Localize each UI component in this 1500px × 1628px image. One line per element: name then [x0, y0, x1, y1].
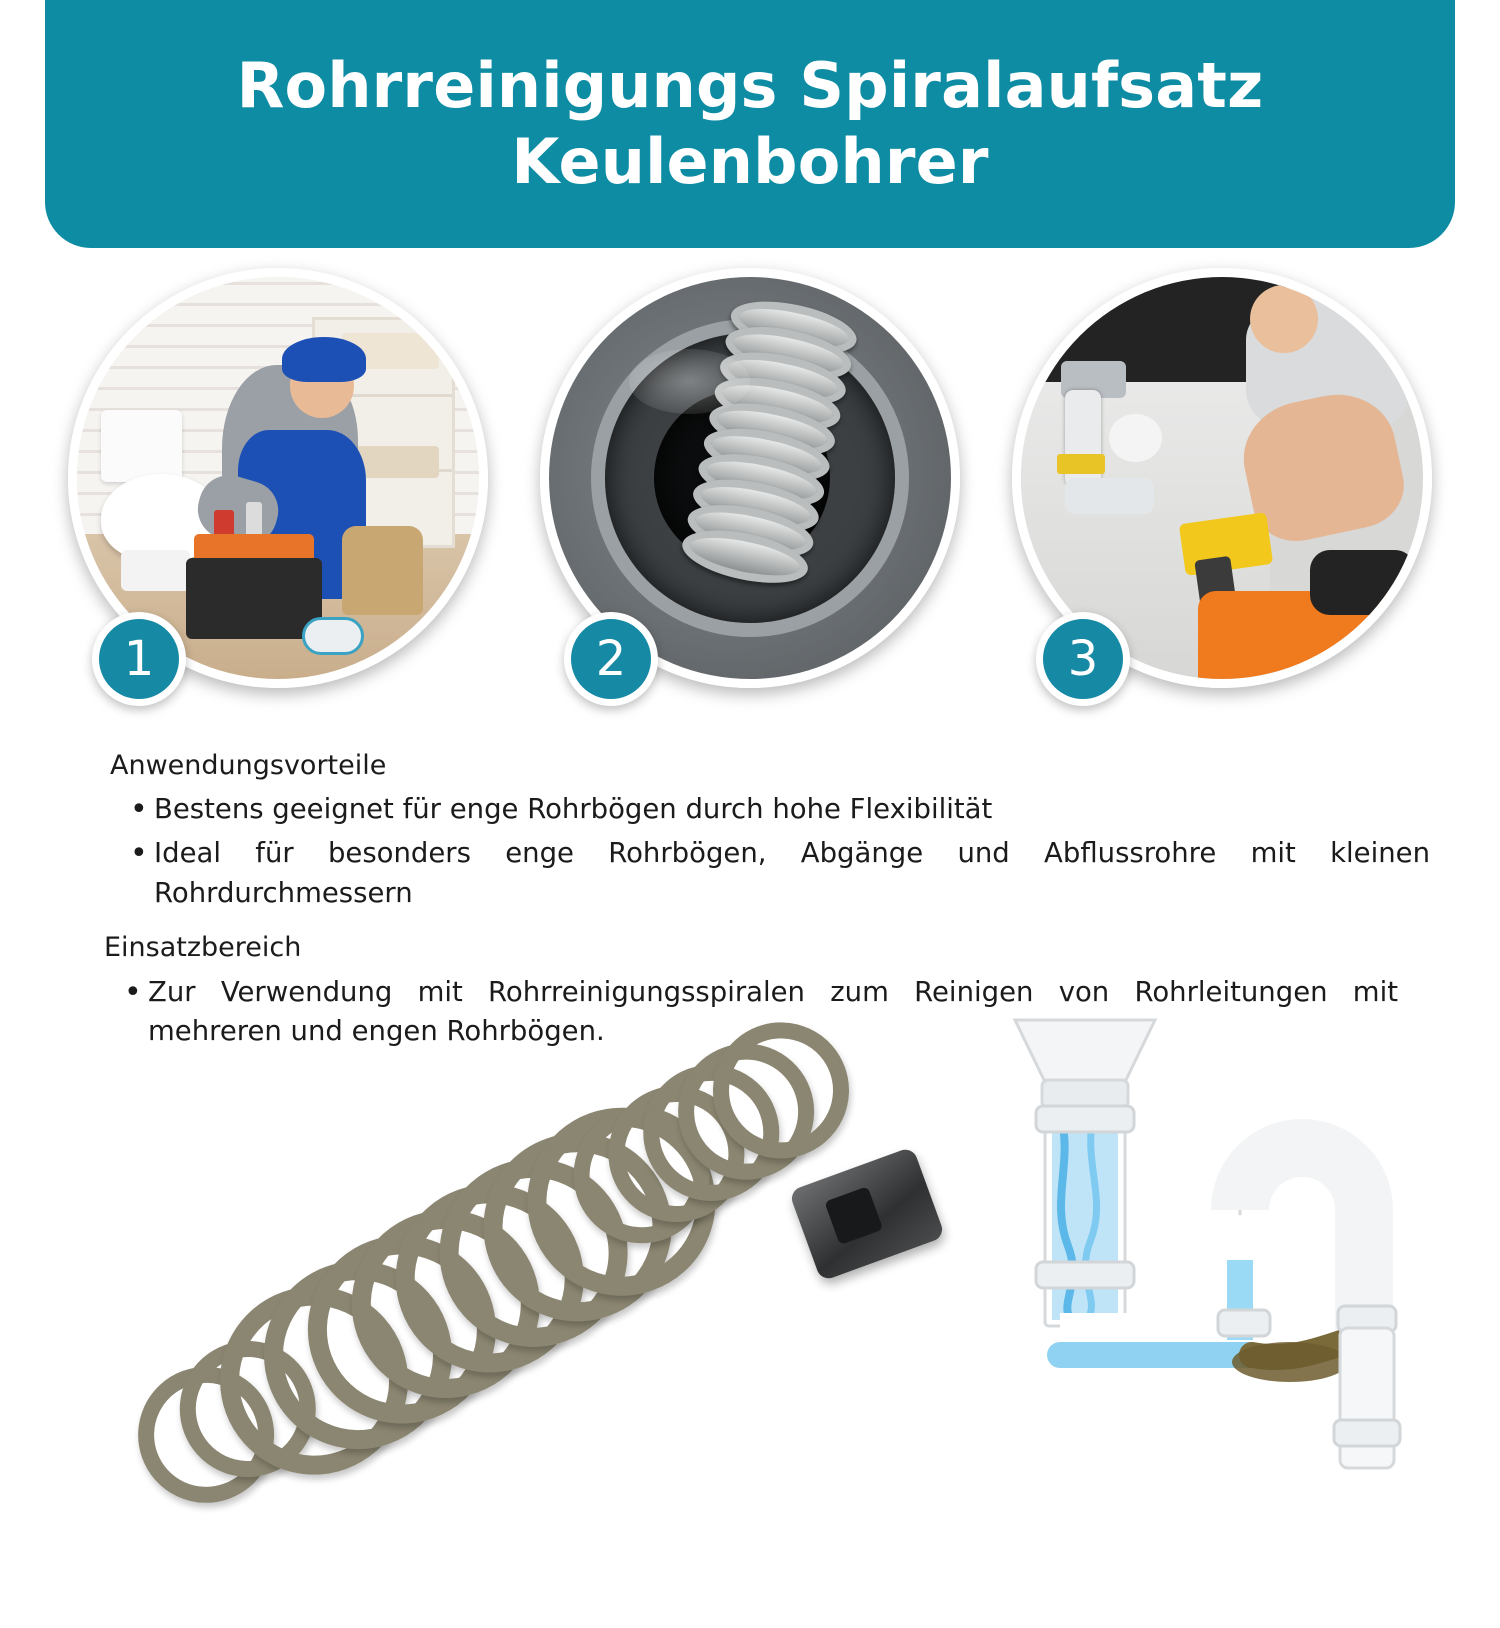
section-title-benefits: Anwendungsvorteile	[110, 750, 387, 781]
siphon-diagram	[990, 1010, 1460, 1500]
list-item: • Zur Verwendung mit Rohrreinigungsspiralen zum Reinigen von Rohrleitungen mit mehreren und engen Rohrbögen.	[148, 973, 1408, 1053]
step-item-3	[1012, 268, 1432, 688]
page-title: Rohrreinigungs Spiralaufsatz Keulenbohrer	[236, 49, 1264, 198]
step-item-2	[540, 268, 960, 688]
step-badge-2: 2	[564, 612, 658, 706]
list-item: • Bestens geeignet für enge Rohrbögen durch hohe Flexibilität	[154, 790, 1440, 830]
step-badge-3: 3	[1036, 612, 1130, 706]
section-title-application: Einsatzbereich	[104, 932, 302, 964]
spiral-product-image	[95, 1070, 975, 1490]
list-item: • Ideal für besonders enge Rohrbögen, Abgänge und Abflussrohre mit kleinen Rohrdurchmessern	[154, 834, 1440, 914]
product-illustration	[0, 1040, 1500, 1500]
steps-gallery	[0, 268, 1500, 738]
benefits-list	[118, 790, 1500, 914]
step-badge-1: 1	[92, 612, 186, 706]
header-banner	[45, 0, 1455, 248]
step-item-1	[68, 268, 488, 688]
